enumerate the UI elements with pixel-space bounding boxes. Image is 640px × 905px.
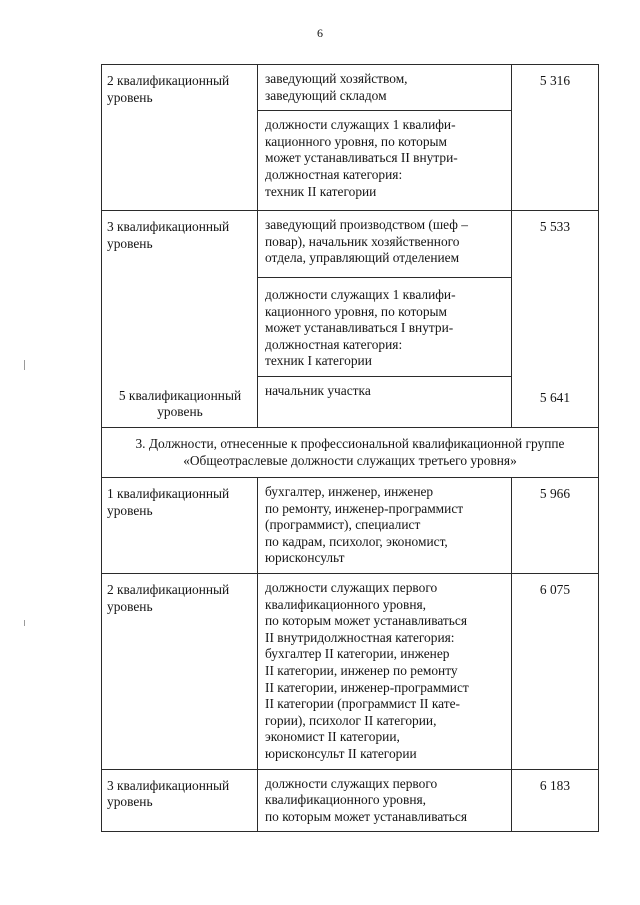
salary-cell: 5 316 [512,65,599,211]
level-cell: 1 квалификационный уровень [102,478,258,574]
position-cell: должности служащих первого квалификационного уровня, по которым может устанавливаться [258,769,512,832]
position-cell: должности служащих первого квалификационного уровня, по которым может устанавливаться II внутридолжностная категория: бухгалтер II категории, инженер II категории, инженер по ремонту II категории, инженер-программист II категории (программист II кате- гории), психолог II категории, экономист II категории, юрисконсульт II категории [258,574,512,770]
position-cell: начальник участка [258,376,512,427]
scan-margin-mark [24,620,25,626]
section-header-row [102,427,599,477]
salary-cell: 5 966 [512,478,599,574]
table-row [102,574,599,770]
salary-cell: 6 075 [512,574,599,770]
level-cell: 2 квалификационный уровень [102,574,258,770]
salary-cell: 5 533 [512,211,599,377]
page-number: 6 [317,26,323,40]
table-row [102,478,599,574]
table-row [102,376,599,427]
table-row [102,211,599,278]
position-cell: должности служащих 1 квалифи- кационного уровня, по которым может устанавливаться II внутри- должностная категория: техник II категории [258,111,512,211]
salary-table [101,64,599,832]
section-heading: 3. Должности, отнесенные к профессиональной квалификационной группе «Общеотраслевые должности служащих третьего уровня» [102,427,599,477]
level-cell: 3 квалификационный уровень [102,769,258,832]
level-cell: 3 квалификационный уровень [102,211,258,377]
table-row [102,65,599,111]
salary-cell: 6 183 [512,769,599,832]
position-cell: бухгалтер, инженер, инженер по ремонту, инженер-программист (программист), специалист по кадрам, психолог, экономист, юрисконсульт [258,478,512,574]
scan-margin-mark [24,360,25,370]
position-cell: должности служащих 1 квалифи- кационного уровня, по которым может устанавливаться I внутри- должностная категория: техник I категории [258,277,512,376]
position-cell: заведующий производством (шеф – повар), начальник хозяйственного отдела, управляющий отделением [258,211,512,278]
table-row [102,769,599,832]
salary-cell: 5 641 [512,376,599,427]
level-cell: 2 квалификационный уровень [102,65,258,211]
position-cell: заведующий хозяйством, заведующий складом [258,65,512,111]
level-cell: 5 квалификационный уровень [102,376,258,427]
